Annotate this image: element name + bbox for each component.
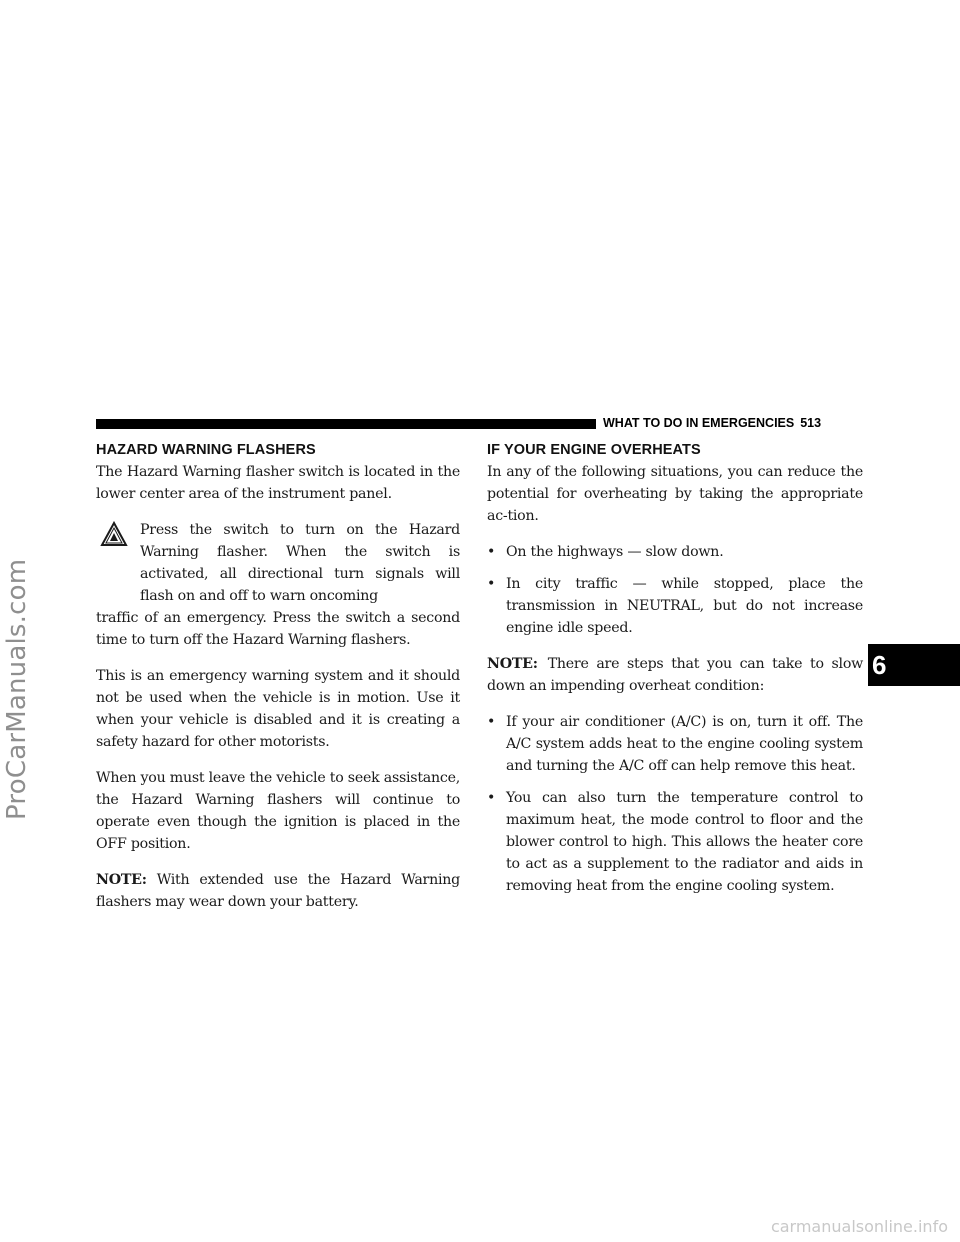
right-column [487,442,863,911]
running-header [603,416,865,430]
list-item: • You can also turn the temperature control to maximum heat, the mode control to floor and the blower control to high. This allows the heater core to act as a supplement to the radiator and aids in removing heat from the engine cooling system. [487,787,863,897]
list-item: • If your air conditioner (A/C) is on, turn it off. The A/C system adds heat to the engine cooling system and turning the A/C off can help remove this heat. [487,711,863,777]
overheat-steps-list [487,711,863,897]
overheat-situations-list [487,541,863,639]
overheat-intro: In any of the following situations, you can reduce the potential for overheating by taking the appropriate ac-tion. [487,464,863,524]
watermark-side: ProCarManuals.com [2,558,32,820]
warning-text-continued: traffic of an emergency. Press the switch a second time to turn off the Hazard Warning flashers. [96,610,460,648]
page-number: 513 [800,416,822,430]
list-item: • On the highways — slow down. [487,541,863,563]
bullet-icon: • [487,544,496,560]
note-label: NOTE: [487,656,538,672]
section-title: WHAT TO DO IN EMERGENCIES [603,416,795,430]
bullet-icon: • [487,576,496,592]
overheat-heading: IF YOUR ENGINE OVERHEATS [487,442,701,458]
hazard-note [96,869,460,913]
bullet-icon: • [487,714,496,730]
hazard-para-2: This is an emergency warning system and it should not be used when the vehicle is in motion. Use it when your vehicle is disabled and it is creating a safety hazard for other motorists. [96,668,460,750]
watermark-bottom: carmanualsonline.info [770,1217,948,1236]
overheat-note [487,653,863,697]
bullet-icon: • [487,790,496,806]
chapter-number: 6 [872,650,887,680]
chapter-tab [868,644,960,686]
note-label: NOTE: [96,872,147,888]
note-text: With extended use the Hazard Warning flashers may wear down your battery. [96,872,460,910]
warning-triangle-icon [100,521,128,547]
hazard-heading: HAZARD WARNING FLASHERS [96,442,316,458]
note-text: There are steps that you can take to slow down an impending overheat condition: [487,656,863,694]
left-column [96,442,460,927]
warning-block [96,519,460,651]
header-rule [96,419,596,429]
list-item: • In city traffic — while stopped, place the transmission in NEUTRAL, but do not increase engine idle speed. [487,573,863,639]
hazard-intro: The Hazard Warning flasher switch is located in the lower center area of the instrument panel. [96,464,460,502]
warning-text: Press the switch to turn on the Hazard Warning flasher. When the switch is activated, all directional turn signals will flash on and off to warn oncoming [140,522,460,604]
hazard-para-3: When you must leave the vehicle to seek assistance, the Hazard Warning flashers will continue to operate even though the ignition is placed in the OFF position. [96,770,460,852]
